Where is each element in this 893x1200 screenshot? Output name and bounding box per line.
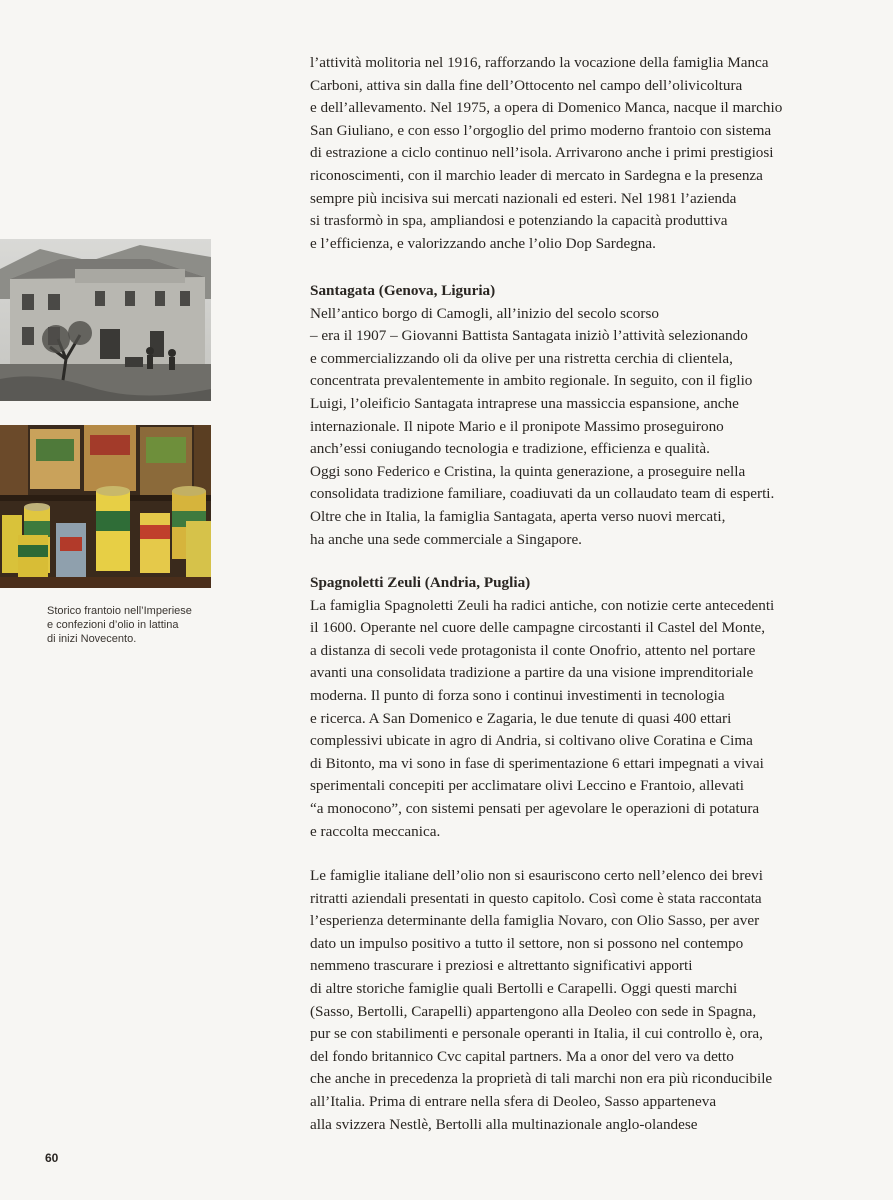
text-line: San Giuliano, e con esso l’orgoglio del primo moderno frantoio con sistema [310,121,772,139]
text-line: e raccolta meccanica. [310,822,441,840]
text-line: moderna. Il punto di forza sono i continui investimenti in tecnologia [310,686,725,704]
text-line: riconoscimenti, con il marchio leader di mercato in Sardegna e la presenza [310,166,763,184]
section-spagnoletti-zeuli [310,572,870,843]
text-line: consolidata tradizione familiare, coadiuvati da un collaudato team di esperti. [310,485,775,503]
text-line: e commercializzando oli da olive per una ristretta cerchia di clientela, [310,349,733,367]
text-line: Le famiglie italiane dell’olio non si esauriscono certo nell’elenco dei brevi [310,867,763,884]
text-line: complessivi ubicate in agro di Andria, si coltivano olive Coratina e Cima [310,732,753,750]
text-line: e ricerca. A San Domenico e Zagaria, le due tenute di quasi 400 ettari [310,709,732,727]
text-line: il 1600. Operante nel cuore delle campagne circostanti il Castel del Monte, [310,619,766,637]
text-line: La famiglia Spagnoletti Zeuli ha radici antiche, con notizie certe antecedenti [310,596,775,614]
text-line: dato un impulso positivo a tutto il settore, non si possono nel contempo [310,934,744,952]
section-heading: Spagnoletti Zeuli (Andria, Puglia) [310,574,531,591]
text-line: sempre più incisiva sui mercati nazionali ed esteri. Nel 1981 l’azienda [310,189,737,207]
text-line: che anche in precedenza la proprietà di tali marchi non era più riconducibile [310,1070,773,1088]
historic-mill-photo-icon [0,239,211,401]
text-line: all’Italia. Prima di entrare nella sfera di Deoleo, Sasso apparteneva [310,1092,717,1110]
text-line: di Bitonto, ma vi sono in fase di sperimentazione 6 ettari impegnati a vivai [310,754,764,772]
text-line: Nell’antico borgo di Camogli, all’inizio del secolo scorso [310,304,659,322]
text-line: anch’essi coniugando tecnologia e tradizione, efficienza e qualità. [310,440,710,458]
text-line: concentrata prevalentemente in ambito regionale. In seguito, con il figlio [310,372,753,390]
text-line: e dell’allevamento. Nel 1975, a opera di Domenico Manca, nacque il marchio [310,99,783,117]
text-line: ha anche una sede commerciale a Singapore. [310,530,582,548]
text-line: avanti una consolidata tradizione a partire da una visione imprenditoriale [310,664,754,682]
text-line: a distanza di secoli vede protagonista il conte Onofrio, attento nel portare [310,641,756,659]
text-line: sperimentali concepiti per acclimatare olivi Leccino e Frantoio, allevati [310,777,744,795]
text-line: internazionale. Il nipote Mario e il pronipote Massimo proseguirono [310,417,724,435]
text-line: l’esperienza determinante della famiglia Novaro, con Olio Sasso, per aver [310,912,760,930]
historic-mill-photo [0,239,211,401]
text-line: e l’efficienza, e valorizzando anche l’olio Dop Sardegna. [310,234,656,252]
text-line: ritratti aziendali presentati in questo capitolo. Così come è stata raccontata [310,889,762,907]
caption-line: di inizi Novecento. [47,633,137,645]
closing-paragraph [310,865,870,1136]
text-line: “a monocono”, con sistemi pensati per agevolare le operazioni di potatura [310,799,760,817]
text-line: pur se con stabilimenti e personale operanti in Italia, il cui controllo è, ora, [310,1025,763,1043]
text-line: alla svizzera Nestlè, Bertolli alla multinazionale anglo-olandese [310,1115,698,1133]
caption-line: e confezioni d’olio in lattina [47,619,179,631]
text-line: – era il 1907 – Giovanni Battista Santagata iniziò l’attività selezionando [310,327,748,345]
text-line: Luigi, l’oleificio Santagata intraprese una massiccia espansione, anche [310,394,739,412]
text-line: (Sasso, Bertolli, Carapelli) appartengono alla Deoleo con sede in Spagna, [310,1002,757,1020]
text-line: di estrazione a ciclo continuo nell’isola. Arrivarono anche i primi prestigiosi [310,144,774,162]
intro-paragraph [310,52,870,255]
section-heading: Santagata (Genova, Liguria) [310,282,496,299]
text-line: nemmeno trascurare i preziosi e altrettanto significativi apporti [310,957,693,975]
caption-line: Storico frantoio nell’Imperiese [47,605,192,617]
vintage-oil-tins-photo-icon [0,425,211,588]
text-line: del fondo britannico Cvc capital partners. Ma a onor del vero va detto [310,1047,734,1065]
section-santagata [310,280,870,551]
text-line: Oltre che in Italia, la famiglia Santagata, aperta verso nuovi mercati, [310,507,726,525]
text-line: di altre storiche famiglie quali Bertolli e Carapelli. Oggi questi marchi [310,979,738,997]
vintage-oil-tins-photo [0,425,211,588]
photo-caption [47,604,217,646]
text-line: Oggi sono Federico e Cristina, la quinta generazione, a proseguire nella [310,462,746,480]
page-number: 60 [45,1151,59,1165]
text-line: si trasformò in spa, ampliandosi e potenziando la capacità produttiva [310,212,728,230]
text-line: l’attività molitoria nel 1916, rafforzando la vocazione della famiglia Manca [310,54,769,71]
text-line: Carboni, attiva sin dalla fine dell’Ottocento nel campo dell’olivicoltura [310,76,743,94]
